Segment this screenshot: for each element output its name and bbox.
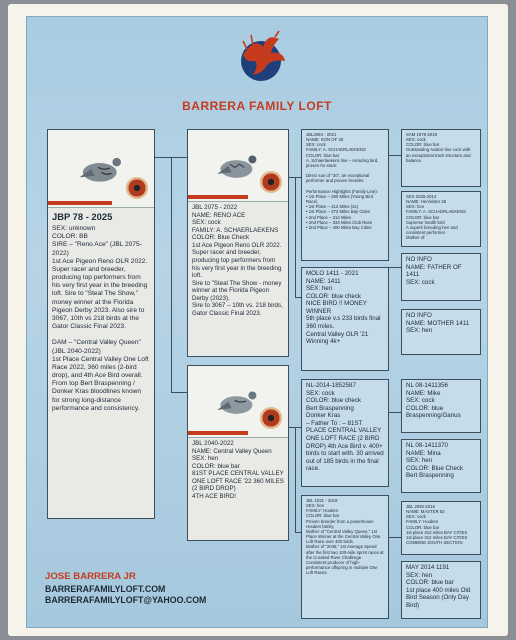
sire-sire-dam-details: SEX 2025-2014 NAME: Hen/sister 25 SEX: hen FAMILY: A. SCHAERLAEKENS COLOR: blue bar Supreme health bird A superb breeding hen and consistent performer Mother of: [406,194,466,241]
connector-line [171,157,172,392]
sire-sire-sire-details: SAM 1978-2019 SEX: cock COLOR: blue bar Outstanding Aviator-line cock with an exceptional track structure and balance. [406,132,471,163]
subject-details: SEX: unknown COLOR: BB SIRE – "Reno Ace" (JBL 2075-2022) 1st Ace Pigeon Reno OLR 2022. Super racer and breeder, producing top performers from his very first year in the breeding loft. Sire to "Steal The Show," money winner at the Florida Pigeon Derby 2023. Also sire to 3067, 10th vs 218 birds at the Gator Classic Final 2023. DAM – "Central Valley Queen" (JBL 2040-2022) 1st Place Central Valley One Loft Race 2022, 360 miles (2-bird drop), and 4th Ace Bird overall. From top Bert Braspenning / Donker Kras bloodlines known for strong long-distance performance and consistency. [52,225,149,412]
pigeon-image [214,141,262,191]
sire-sire-card [301,129,389,261]
pigeon-eye-image [260,407,282,429]
sire-dam-sire-card [401,253,481,301]
pedigree-page [26,16,488,628]
connector-line [171,392,187,393]
email-text: BARRERAFAMILYLOFT@YAHOO.COM [45,595,207,605]
photo-stripe [188,431,248,435]
pigeon-eye-image [260,171,282,193]
sire-sire-sire-card [401,129,481,187]
dam-sire-dam-card [401,439,481,493]
connector-line [295,427,296,532]
website-text: BARRERAFAMILYLOFT.COM [45,584,166,594]
dam-sire-card [301,379,389,487]
pigeon-image [214,377,262,427]
pigeon-image [76,142,127,196]
dam-dam-sire-details: JBL 2092-2016 NAME: MASTER 52 SEX: cock FAMILY: Houben COLOR: blue bar 1st place 312 miles BAY CITIES 1st place 312 miles BAY CITIES COMBINE SOUTH SECTION [406,504,468,546]
contact-block [45,571,345,606]
connector-line [295,177,296,297]
sire-details: JBL 2075 - 2022 NAME: RENO ACE SEX: cock FAMILY: A. SCHAERLAEKENS COLOR: Blue Check 1st Ace Pigeon Reno OLR 2022. Super racer and breeder, producing top performers from his very first year in the breeding loft. Sire to "Steal The Show - money winner at the Florida Pigeon Derby (2023). Sire to 3067 – 10th vs. 218 birds, Gator Classic Final 2023. [192,204,283,317]
connector-line [389,537,401,538]
dam-dam-dam-details: MAY 2014 1191 SEX: hen COLOR: blue bar 1st place 400 miles Old Bird Season (Only Day Bird) [406,564,471,609]
dam-dam-details: JBL 1031 - 2019 SEX: hen FAMILY: Houben COLOR: blue bar Proven breeder from a powerhouse Houben family. Mother of "Central Valley Queen," 1st Place Winner at the Central Valley One Loft Race over 400 birds. Mother of "2045," 1st Average Speed after the first two 100-mile sprint races at the Crooked River Challenge. Consistent producer of high-performance offspring in multiple One Loft Races. [306,498,384,576]
sire-sire-dam-card [401,191,481,247]
subject-band: JBP 78 - 2025 [52,211,113,222]
connector-line [389,155,401,156]
dam-details: JBL 2040-2022 NAME: Central Valley Queen SEX: hen COLOR: blue bar 81ST PLACE CENTRAL VALLEY ONE LOFT RACE '22 360 MILES (2 BIRD DROP) 4TH ACE BIRD! [192,440,284,500]
dam-sire-dam-details: NL 08-1411370 NAME: Mina SEX: hen COLOR: Blue Check Bert Braspenning [406,442,464,480]
owner-name: JOSE BARRERA JR [45,571,136,582]
dam-sire-sire-card [401,379,481,433]
photo-stripe [48,201,112,205]
dam-photo [188,366,288,438]
photo-stripe [188,195,248,199]
dam-sire-details: NL-2014-1852587 SEX: cock COLOR: blue check Bert Braspenning Donker Kras – Father To : – 81ST PLACE CENTRAL VALLEY ONE LOFT RACE (2 BIRD DROP) 4th Ace Bird v. 400+ birds to start with. 30 arrived out of 185 birds in the final race. [306,382,384,473]
dam-card [187,365,289,541]
dam-dam-sire-card [401,501,481,555]
sire-dam-card [301,267,389,371]
sire-dam-sire-details: NO INFO NAME: FATHER OF 1411 SEX: cock [406,256,462,286]
sire-dam-dam-card [401,309,481,355]
sire-photo [188,130,288,202]
subject-photo [48,130,154,208]
loft-name: BARRERA FAMILY LOFT [182,99,332,113]
pigeon-eye-image [126,177,148,199]
sire-card [187,129,289,357]
connector-line [389,412,401,413]
dam-dam-dam-card [401,561,481,619]
sire-dam-dam-details: NO INFO NAME: MOTHER 1411 SEX: hen [406,312,470,335]
pigeon-globe-logo [233,29,289,85]
magazine-page [8,4,508,636]
dam-sire-sire-details: NL 08-1411356 NAME: Mike SEX: cock COLOR: blue Braspenning/Ganus [406,382,461,420]
subject-card [47,129,155,519]
sire-sire-details: JBL2084 - 2021 NAME: SON OF 20 SEX: cock FAMILY: A. SCHAERLAEKENS COLOR: blue bar A. Schaerlaekens line – Amazing bird, proven for stock. Direct son of "20", an exceptional performer and proven breeder. Performance Highlights (Family Line): • 1st Place – 280 Miles (Young Bird Race) • 1st Place – 312 Miles (2x) • 1st Place – 372 Miles Bay Cities • 2nd Place – 312 Miles • 2nd Place – 334 Miles Club Race • 2nd Place – 400 Miles Bay Cities [306,132,379,230]
connector-line [389,267,401,268]
sire-dam-details: MOLO 1411 - 2021 NAME: 1411 SEX: hen COLOR: blue check NICE BIRD !! MONEY WINNER 5th place v.s 233 birds final 360 miles. Central Valley OLR '21 Winning 4k+ [306,270,381,346]
